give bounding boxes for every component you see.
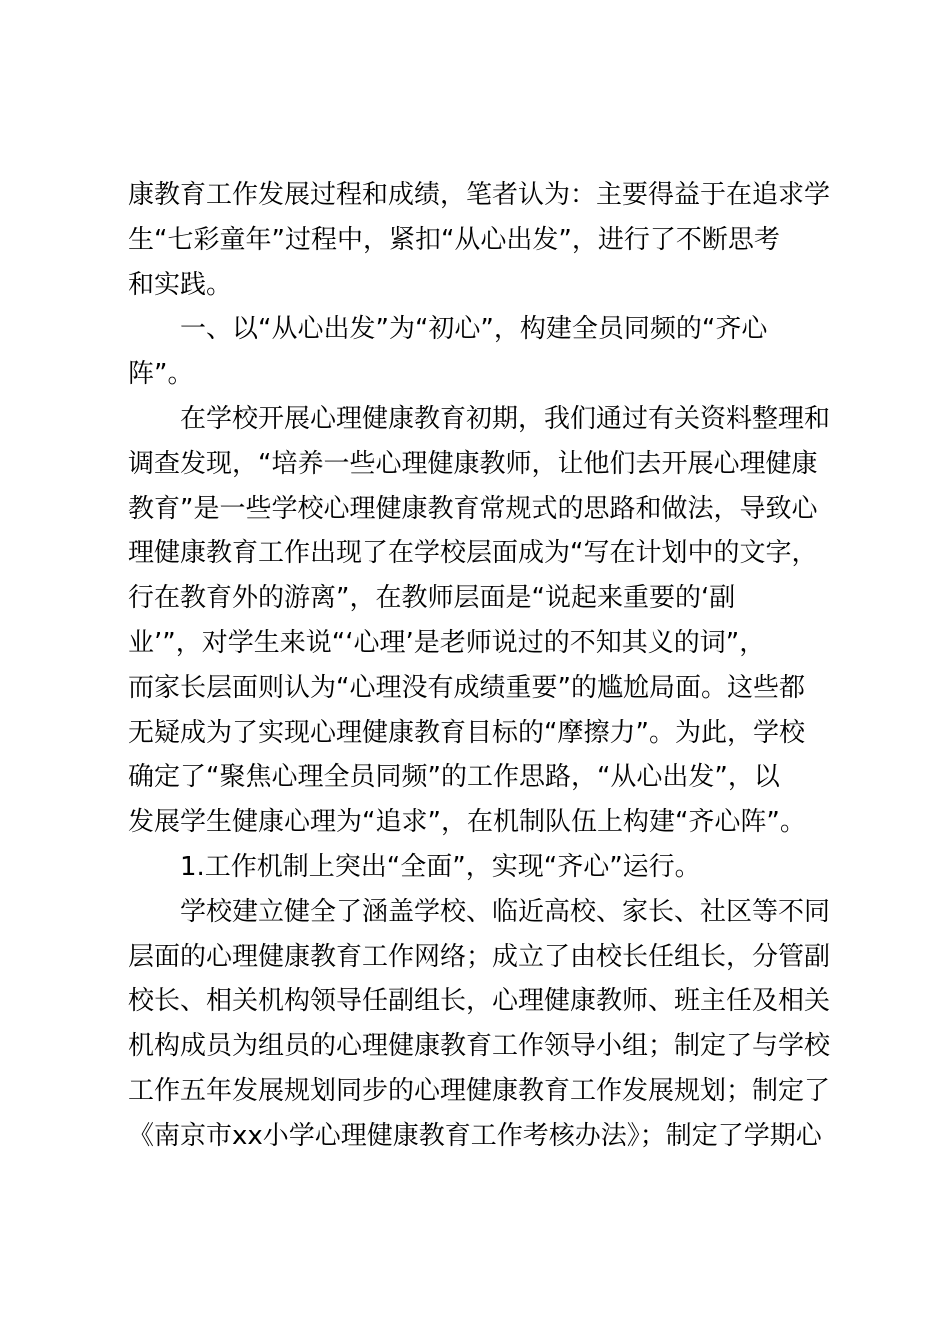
section-heading-continuation: 阵”。 bbox=[128, 359, 194, 390]
text-line: 行在教育外的游离”，在教师层面是“说起来重要的‘副 bbox=[128, 583, 736, 614]
text-line: 《南京市xx小学心理健康教育工作考核办法》；制定了学期心 bbox=[128, 1120, 822, 1151]
text-line: 确定了“聚焦心理全员同频”的工作思路，“从心出发”，以 bbox=[128, 762, 780, 793]
text-line: 教育”是一些学校心理健康教育常规式的思路和做法，导致心 bbox=[128, 493, 818, 524]
text-line: 调查发现，“培养一些心理健康教师，让他们去开展心理健康 bbox=[128, 448, 818, 479]
text-line: 校长、相关机构领导任副组长，心理健康教师、班主任及相关 bbox=[128, 986, 831, 1017]
text-line: 业’”，对学生来说“‘心理’是老师说过的不知其义的词”， bbox=[128, 627, 766, 658]
subsection-heading: 1.工作机制上突出“全面”，实现“齐心”运行。 bbox=[180, 851, 701, 882]
text-line: 而家长层面则认为“心理没有成绩重要”的尴尬局面。这些都 bbox=[128, 672, 805, 703]
text-line: 生“七彩童年”过程中，紧扣“从心出发”，进行了不断思考 bbox=[128, 224, 780, 255]
paragraph-start: 在学校开展心理健康教育初期，我们通过有关资料整理和 bbox=[180, 403, 831, 434]
text-line: 和实践。 bbox=[128, 269, 233, 300]
document-body bbox=[128, 173, 833, 1159]
text-line: 机构成员为组员的心理健康教育工作领导小组；制定了与学校 bbox=[128, 1031, 831, 1062]
text-line: 无疑成为了实现心理健康教育目标的“摩擦力”。为此，学校 bbox=[128, 717, 805, 748]
text-line: 发展学生健康心理为“追求”，在机制队伍上构建“齐心阵”。 bbox=[128, 807, 806, 838]
text-line: 工作五年发展规划同步的心理健康教育工作发展规划；制定了 bbox=[128, 1075, 831, 1106]
section-heading: 一、以“从心出发”为“初心”，构建全员同频的“齐心 bbox=[180, 314, 768, 345]
text-line: 康教育工作发展过程和成绩，笔者认为：主要得益于在追求学 bbox=[128, 180, 831, 210]
text-line: 层面的心理健康教育工作网络；成立了由校长任组长，分管副 bbox=[128, 941, 831, 972]
text-line: 理健康教育工作出现了在学校层面成为“写在计划中的文字， bbox=[128, 538, 818, 569]
paragraph-start: 学校建立健全了涵盖学校、临近高校、家长、社区等不同 bbox=[180, 896, 831, 927]
